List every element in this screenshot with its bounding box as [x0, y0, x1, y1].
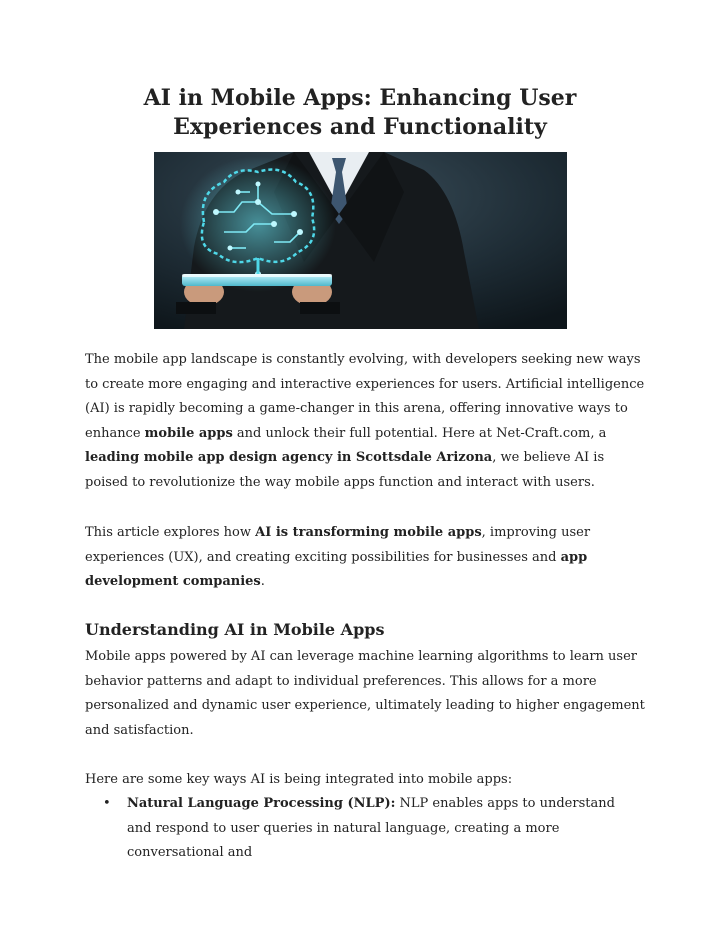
explore-bold-app-dev: app development companies — [85, 549, 588, 590]
list-item-term: Natural Language Processing (NLP): — [127, 796, 396, 811]
title-line-1: AI in Mobile Apps: Enhancing User — [143, 85, 577, 111]
intro-text-1: The mobile app landscape is constantly evolving, with developers seeking new ways to create more engaging and interactive experiences for users. Artificial intelligence (AI) is rapidly becoming a game-changer in this arena, offering innovative ways to enhance — [85, 352, 645, 441]
intro-bold-agency: leading mobile app design agency in Scottsdale Arizona — [85, 450, 493, 466]
intro-text-2: and unlock their full potential. Here at Net-Craft.com, a — [232, 425, 607, 441]
section-body-paragraph: Mobile apps powered by AI can leverage machine learning algorithms to learn user behavior patterns and adapt to individual preferences. This allows for a more personalized and dynamic user experience, ultimately leading to higher engagement and satisfaction. — [85, 649, 645, 738]
title-line-2: Experiences and Functionality — [173, 114, 547, 140]
explore-bold-ai-transforming: AI is transforming mobile apps — [255, 525, 482, 540]
explore-text-1: This article explores how — [85, 525, 256, 540]
section-heading: Understanding AI in Mobile Apps — [85, 620, 385, 639]
intro-paragraph — [85, 348, 645, 496]
list-item — [103, 792, 643, 866]
article-title — [60, 84, 660, 142]
explore-paragraph — [85, 521, 645, 595]
list-item-text: NLP enables apps to understand and respond to user queries in natural language, creating a more conversational and — [127, 796, 615, 861]
explore-text-2: , improving user experiences (UX), and creating exciting possibilities for businesses and — [85, 525, 591, 565]
key-ways-list — [103, 792, 643, 866]
bullet-icon: • — [103, 796, 111, 811]
explore-text-3: . — [260, 574, 265, 590]
intro-bold-mobile-apps: mobile apps — [144, 425, 233, 441]
list-intro-paragraph: Here are some key ways AI is being integrated into mobile apps: — [85, 772, 513, 787]
hero-image — [154, 152, 567, 329]
intro-text-3: , we believe AI is poised to revolutionize the way mobile apps function and interact with users. — [85, 450, 605, 490]
